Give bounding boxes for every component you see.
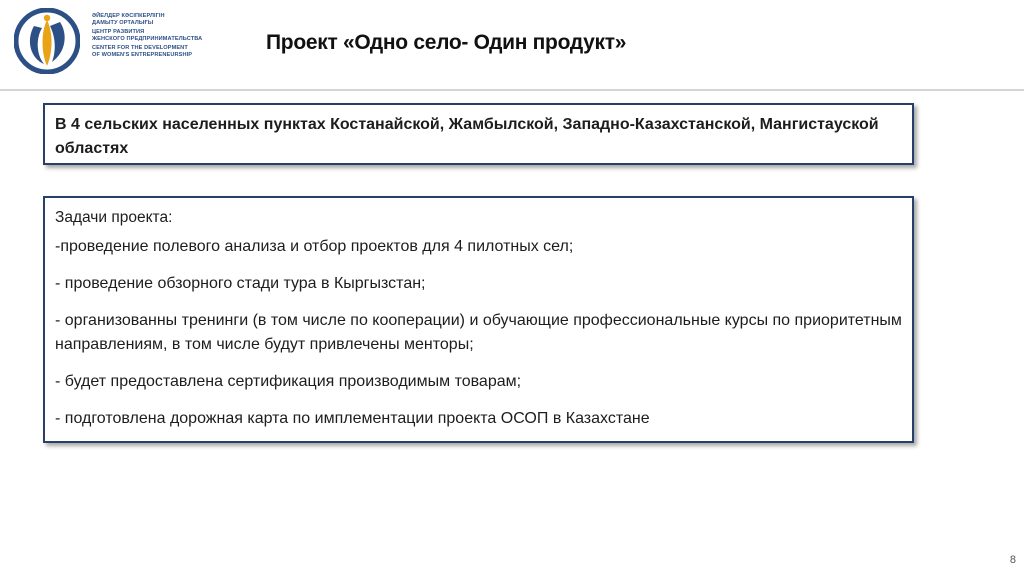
- tasks-box: [43, 196, 914, 443]
- tasks-list: [55, 235, 902, 431]
- logo-text-ru: [92, 29, 242, 43]
- logo-text-line: CENTER FOR THE DEVELOPMENT: [92, 45, 188, 51]
- task-item: - подготовлена дорожная карта по имплементации проекта ОСОП в Казахстане: [55, 410, 650, 427]
- logo-text-kk: [92, 13, 242, 27]
- page-title: Проект «Одно село- Один продукт»: [266, 31, 627, 54]
- logo-text-line: ЦЕНТР РАЗВИТИЯ: [92, 29, 145, 35]
- page-number: 8: [1009, 554, 1016, 566]
- organization-logo: [14, 8, 80, 74]
- logo-text-line: ДАМЫТУ ОРТАЛЫҒЫ: [92, 20, 154, 26]
- header-divider: [0, 89, 1024, 91]
- task-item: - проведение обзорного стади тура в Кыргызстан;: [55, 275, 426, 292]
- task-item: - организованны тренинги (в том числе по кооперации) и обучающие профессиональные курсы по приоритетным направлениям, в том числе будут привлечены менторы;: [55, 312, 902, 353]
- logo-text: [92, 13, 242, 61]
- logo-text-line: OF WOMEN'S ENTREPRENEURSHIP: [92, 52, 193, 58]
- logo-text-line: ЖЕНСКОГО ПРЕДПРИНИМАТЕЛЬСТВА: [92, 36, 203, 42]
- summary-box: [43, 103, 914, 165]
- task-item: - будет предоставлена сертификация производимым товарам;: [55, 373, 522, 390]
- logo-text-line: ӘЙЕЛДЕР КӘСІПКЕРЛІГІН: [92, 13, 165, 19]
- summary-text: В 4 сельских населенных пунктах Костанайской, Жамбылской, Западно-Казахстанской, Мангистауской областях: [55, 116, 879, 157]
- tasks-heading: Задачи проекта:: [55, 209, 173, 226]
- logo-text-en: [92, 45, 242, 59]
- task-item: -проведение полевого анализа и отбор проектов для 4 пилотных сел;: [55, 238, 574, 255]
